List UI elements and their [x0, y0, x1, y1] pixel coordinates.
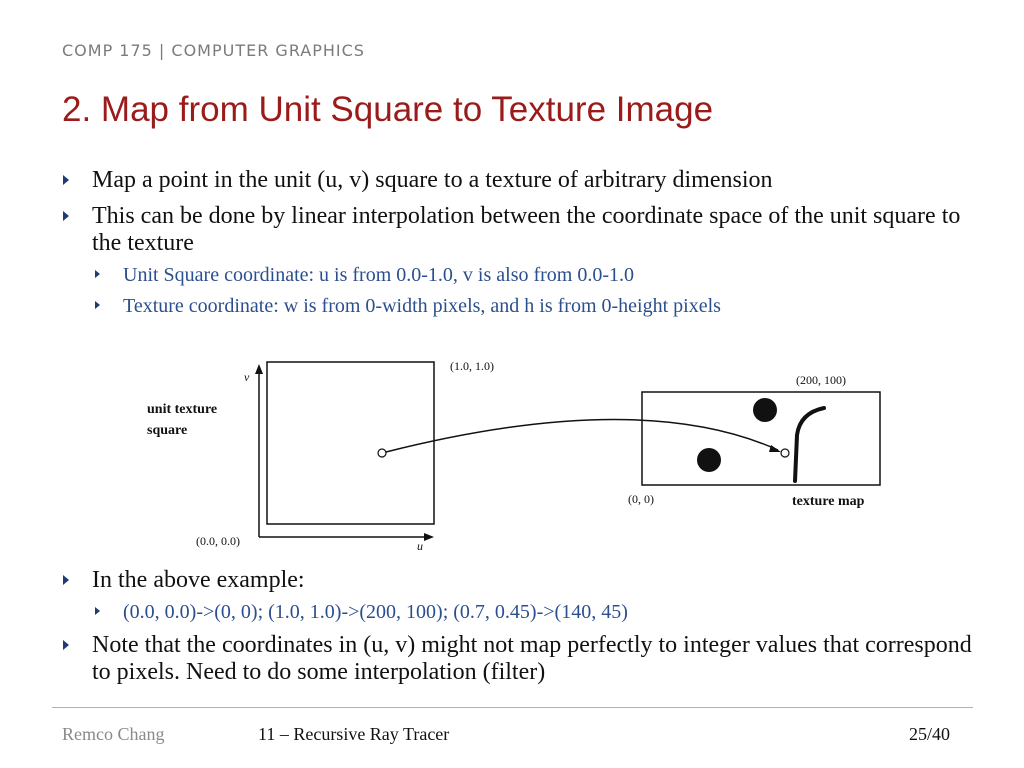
bullet-text: Note that the coordinates in (u, v) might not map perfectly to integer values that correspond to pixels. Need to do some interpolation (filter)	[92, 632, 972, 685]
unit-square-label: square	[147, 423, 188, 438]
bullet-text: This can be done by linear interpolation between the coordinate space of the unit square to the texture	[92, 203, 961, 256]
texture-dot-icon	[753, 398, 777, 422]
slide-title: 2. Map from Unit Square to Texture Image	[62, 90, 714, 129]
texture-origin-label: (0, 0)	[628, 492, 654, 506]
v-axis-label: v	[244, 370, 250, 384]
footer-author: Remco Chang	[62, 724, 165, 744]
course-header: COMP 175 | COMPUTER GRAPHICS	[62, 41, 365, 60]
u-axis-arrowhead-icon	[424, 533, 434, 541]
mapping-arrowhead-icon	[769, 445, 781, 452]
bullet-text: Map a point in the unit (u, v) square to a texture of arbitrary dimension	[92, 167, 773, 193]
unit-square	[267, 362, 434, 524]
bullet-arrow-icon	[63, 575, 69, 585]
footer-page-number: 25/40	[909, 724, 951, 744]
subbullet-arrow-icon	[95, 607, 100, 615]
source-point-icon	[378, 449, 386, 457]
subbullet-text: Texture coordinate: w is from 0-width pixels, and h is from 0-height pixels	[123, 295, 721, 317]
bullet-text: In the above example:	[92, 567, 305, 593]
square-corner-label: (1.0, 1.0)	[450, 359, 494, 373]
footer-divider	[52, 707, 973, 708]
bullet-arrow-icon	[63, 640, 69, 650]
u-axis-label: u	[417, 539, 423, 553]
texture-corner-label: (200, 100)	[796, 373, 846, 387]
square-origin-label: (0.0, 0.0)	[196, 534, 240, 548]
bullet-example	[92, 567, 972, 594]
bullet-interpolation-note	[92, 632, 972, 686]
subbullet-text: (0.0, 0.0)->(0, 0); (1.0, 1.0)->(200, 100); (0.7, 0.45)->(140, 45)	[123, 601, 628, 623]
texture-dot-icon	[697, 448, 721, 472]
texture-curve-icon	[795, 408, 824, 481]
unit-square-label: unit texture	[147, 402, 218, 417]
subbullet-text: Unit Square coordinate: u is from 0.0-1.0, v is also from 0.0-1.0	[123, 264, 635, 286]
target-point-icon	[781, 449, 789, 457]
texture-map-label: texture map	[792, 494, 865, 509]
mapping-arrow	[386, 419, 778, 452]
footer-lecture: 11 – Recursive Ray Tracer	[258, 724, 450, 744]
subbullet-example-mapping	[123, 600, 983, 624]
v-axis-arrowhead-icon	[255, 364, 263, 374]
